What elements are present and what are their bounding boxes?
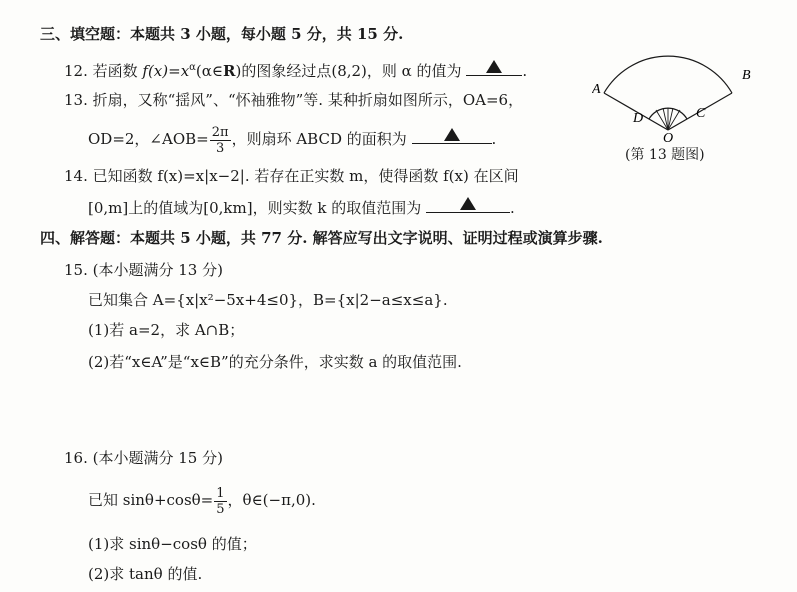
question-13-line-1: 13. 折扇，又称“揺风”、“怀袖雅物”等. 某种折扇如图所示，OA=6，: [64, 91, 524, 109]
question-13-line-2: [88, 122, 496, 156]
question-16-part-1: (1)求 sinθ−cosθ 的值；: [88, 535, 257, 553]
q12-func: f(x)=x: [142, 62, 190, 80]
q13-text-a: OD=2，∠AOB=: [88, 130, 209, 148]
question-16-title: 16. (本小题满分 15 分): [64, 449, 223, 467]
q12-text-e: )的图象经过点(8,2)，则 α 的值为: [235, 62, 462, 80]
label-a: A: [592, 82, 601, 97]
q16-stem-b: ，θ∈(−π,0).: [227, 491, 316, 509]
label-o: O: [663, 131, 674, 142]
q12-answer-blank[interactable]: [466, 59, 522, 76]
label-c: C: [696, 106, 706, 121]
q12-text-c: (α∈: [195, 62, 224, 80]
q16-frac-num: 1: [216, 485, 225, 501]
question-15-part-2: (2)若“x∈A”是“x∈B”的充分条件，求实数 a 的取值范围.: [88, 353, 462, 371]
q12-exponent: α: [189, 62, 196, 73]
outer-arc: [604, 56, 732, 93]
q13-period: .: [491, 130, 497, 148]
q12-text-a: 12. 若函数: [64, 62, 143, 80]
triangle-icon: [486, 60, 502, 73]
question-15-stem: 已知集合 A={x|x²−5x+4≤0}，B={x|2−a≤x≤a}.: [88, 291, 448, 309]
section-3-heading: 三、填空题：本题共 3 小题，每小题 5 分，共 15 分.: [40, 25, 404, 43]
figure-caption: (第 13 题图): [625, 147, 705, 163]
q13-answer-blank[interactable]: [412, 127, 492, 144]
q12-period: .: [522, 62, 528, 80]
question-15-part-1: (1)若 a=2，求 A∩B；: [88, 321, 245, 339]
label-d: D: [633, 111, 644, 126]
question-16-stem: [88, 482, 316, 518]
question-12: [64, 58, 527, 81]
question-14-line-2: [88, 196, 515, 218]
q16-fraction: [214, 486, 226, 517]
q14-period: .: [509, 199, 515, 217]
q12-reals: R: [223, 62, 236, 80]
q14-answer-blank[interactable]: [426, 196, 510, 213]
q13-frac-num: 2π: [211, 124, 229, 140]
q16-stem-a: 已知 sinθ+cosθ=: [88, 491, 214, 509]
question-14-line-1: 14. 已知函数 f(x)=x|x−2|. 若存在正实数 m，使得函数 f(x) 在区间: [64, 167, 519, 185]
triangle-icon: [444, 128, 460, 141]
q13-text-b: ，则扇环 ABCD 的面积为: [231, 130, 407, 148]
q14-text-a: [0,m]上的值域为[0,km]，则实数 k 的取值范围为: [88, 199, 422, 217]
q13-frac-den: 3: [216, 140, 225, 156]
question-16-part-2: (2)求 tanθ 的值.: [88, 565, 203, 583]
question-15-title: 15. (本小题满分 13 分): [64, 261, 223, 279]
q13-fraction: [210, 125, 231, 156]
fan-figure: [592, 38, 770, 142]
section-4-heading: 四、解答题：本题共 5 小题，共 77 分. 解答应写出文字说明、证明过程或演算步骤.: [40, 229, 603, 247]
triangle-icon: [460, 197, 476, 210]
q16-frac-den: 5: [216, 501, 225, 517]
label-b: B: [742, 68, 751, 83]
